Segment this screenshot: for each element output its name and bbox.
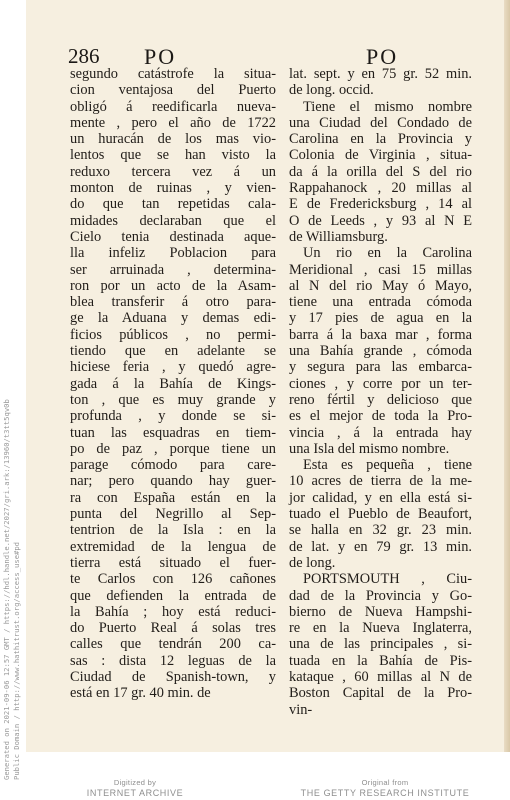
text-line: Colonia de Virginia , situa- (289, 147, 472, 164)
text-line: Cielo tenia destinada aque- (70, 228, 276, 245)
text-line: dad de la Provincia y Go- (289, 587, 472, 604)
text-line: ciones , y corre por un ter- (289, 375, 472, 392)
text-line: lla infeliz Poblacion para (70, 245, 276, 262)
text-line: sas : dista 12 leguas de la (70, 652, 276, 669)
text-line: ficios públicos , no permi- (70, 326, 276, 343)
text-line: jor calidad, y en ella está si- (289, 489, 472, 506)
text-line: lat. sept. y en 75 gr. 52 min. (289, 66, 472, 82)
text-line: profunda , y donde se si- (70, 408, 276, 425)
left-running-head: PO (144, 44, 177, 69)
text-line: tuan las esquadras en tiem- (70, 424, 276, 441)
page-number: 286 (68, 44, 100, 68)
digitizer-name: INTERNET ARCHIVE (86, 788, 184, 798)
text-line: reduxo tercera vez á un (70, 163, 276, 180)
text-line: lentos que se han visto la (70, 147, 276, 164)
digitized-by-label: Digitized by (113, 778, 157, 787)
text-line: vin- (289, 701, 313, 718)
text-line: O de Leeds , y 93 al N E (289, 212, 472, 229)
text-line: cion ventajosa del Puerto (70, 82, 276, 99)
page-edge (504, 0, 510, 752)
text-line: midades declaraban que el (70, 212, 276, 229)
text-line: la Bahía ; hoy está reduci- (70, 603, 276, 620)
text-line: ser arruinada , determina- (70, 261, 276, 278)
source-name: THE GETTY RESEARCH INSTITUTE (300, 788, 470, 798)
text-line: monton de ruinas , y vien- (70, 180, 276, 197)
text-line: E de Fredericksburg , 14 al (289, 196, 472, 213)
text-line: una de las principales , si- (289, 636, 472, 653)
text-line: de long. (289, 554, 336, 571)
text-line: vincia , á la entrada hay (289, 424, 472, 441)
right-column (289, 66, 472, 718)
text-line: reno fértil y delicioso que (289, 391, 472, 408)
text-line: obligó á reedificarla nueva- (70, 98, 276, 115)
text-line: te Carlos con 126 cañones (70, 571, 276, 588)
text-line: ra con España están en la (70, 489, 276, 506)
text-line: PORTSMOUTH , Ciu- (303, 571, 472, 588)
text-line: Esta es pequeña , tiene (303, 457, 472, 474)
text-line: se halla en 32 gr. 23 min. (289, 522, 472, 539)
stamp-rights: Public Domain / http://www.hathitrust.org/access_use#pd (12, 542, 21, 780)
text-line: tiene una entrada cómoda (289, 294, 472, 311)
text-line: tierra está situado el fuer- (70, 554, 276, 571)
text-line: re en la Nueva Inglaterra, (289, 620, 472, 637)
text-line: tuada en la Bahía de Pis- (289, 652, 472, 669)
text-line: kataque , 60 millas al N de (289, 668, 472, 685)
text-line: tentrion de la Isla : en la (70, 522, 276, 539)
text-line: do Puerto Real á solas tres (70, 620, 276, 637)
text-line: po de paz , porque tiene un (70, 440, 276, 457)
text-line: Boston Capital de la Pro- (289, 685, 472, 702)
text-line: Carolina en la Provincia y (289, 131, 472, 148)
text-line: un huracán de los mas vio- (70, 131, 276, 148)
text-line: está en 17 gr. 40 min. de (70, 685, 211, 702)
text-line: ron por un acto de la Asam- (70, 277, 276, 294)
text-line: segundo catástrofe la situa- (70, 66, 276, 82)
text-line: de long. occid. (289, 82, 374, 99)
text-line: Un rio en la Carolina (303, 245, 472, 262)
text-line: una Bahía grande , cómoda (289, 343, 472, 360)
text-line: da á la orilla del S del rio (289, 163, 472, 180)
text-line: Tiene el mismo nombre (303, 98, 472, 115)
text-line: y segura para las embarca- (289, 359, 472, 376)
text-line: calles que tendrán 200 ca- (70, 636, 276, 653)
text-line: do que tan repetidas cala- (70, 196, 276, 213)
text-line: bierno de Nueva Hampshi- (289, 603, 472, 620)
text-line: nar; pero quando hay guer- (70, 473, 276, 490)
text-line: tiendo que en adelante se (70, 343, 276, 360)
side-stamp (0, 0, 26, 800)
text-line: blea transferir á otro para- (70, 294, 276, 311)
text-line: mente , pero el año de 1722 (70, 114, 276, 131)
text-line: de Williamsburg. (289, 228, 388, 245)
text-line: 10 acres de tierra de la me- (289, 473, 472, 490)
text-line: de lat. y en 79 gr. 13 min. (289, 538, 472, 555)
text-line: ge la Aduana y demas edi- (70, 310, 276, 327)
text-line: punta del Negrillo al Sep- (70, 506, 276, 523)
text-line: es el mejor de toda la Pro- (289, 408, 472, 425)
text-line: ton , que es muy grande y (70, 391, 276, 408)
right-running-head: PO (366, 44, 399, 69)
text-line: Meridional , casi 15 millas (289, 261, 472, 278)
text-line: gada á la Bahía de Kings- (70, 375, 276, 392)
text-line: extremidad de la lengua de (70, 538, 276, 555)
digitizer-credit (70, 778, 200, 799)
text-line: barra á la baxa mar , forma (289, 326, 472, 343)
text-line: una Ciudad del Condado de (289, 114, 472, 131)
source-credit (300, 778, 470, 799)
text-line: parage cómodo para care- (70, 457, 276, 474)
original-from-label: Original from (361, 778, 409, 787)
text-line: que defienden la entrada de (70, 587, 276, 604)
text-line: una Isla del mismo nombre. (289, 440, 450, 457)
left-column (70, 66, 276, 702)
text-line: Rappahanock , 20 millas al (289, 180, 472, 197)
text-line: tuado el Pueblo de Beaufort, (289, 506, 472, 523)
text-line: hiciese feria , y quedó agre- (70, 359, 276, 376)
text-line: al N del rio May ó Mayo, (289, 277, 472, 294)
text-line: Ciudad de Spanish-town, y (70, 668, 276, 685)
text-line: y 17 pies de agua en la (289, 310, 472, 327)
stamp-generated: Generated on 2021-09-06 12:57 GMT / https://hdl.handle.net/2027/gri.ark:/13960/t3tt5qv0b (2, 399, 11, 780)
